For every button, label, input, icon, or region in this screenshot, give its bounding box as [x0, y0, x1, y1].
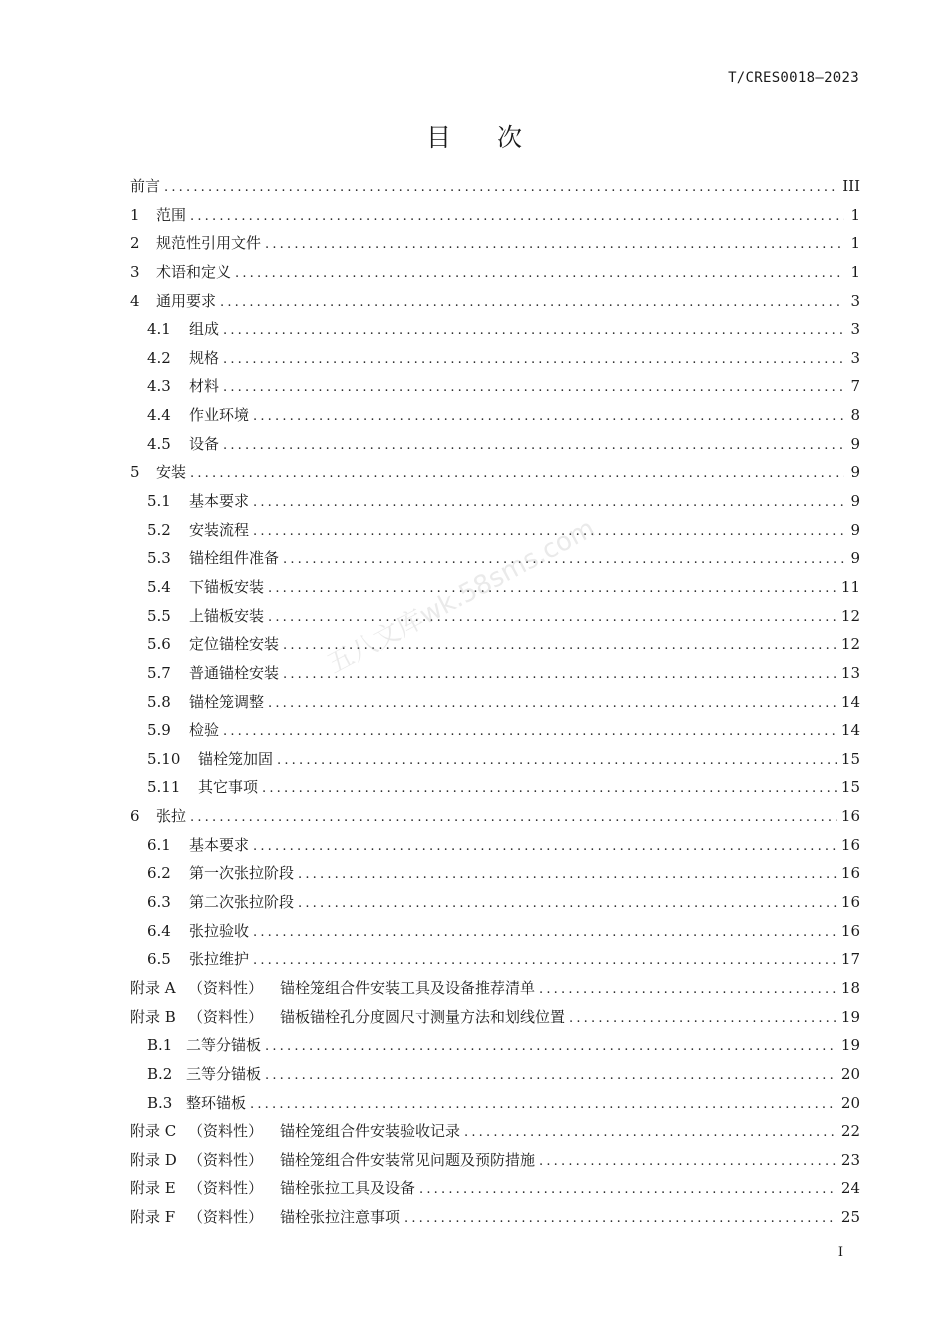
- toc-page: 16: [840, 807, 860, 826]
- toc-appendix-entry[interactable]: [130, 1003, 860, 1032]
- toc-label: 检验: [189, 721, 220, 740]
- toc-label: 上锚板安装: [189, 606, 265, 625]
- toc-number: 4.2: [147, 348, 171, 367]
- toc-entry-foreword[interactable]: [130, 172, 860, 201]
- toc-label: 安装流程: [189, 520, 250, 539]
- toc-number: B.2: [147, 1064, 173, 1083]
- toc-subentry[interactable]: [130, 401, 860, 430]
- page-number: I: [837, 1245, 843, 1260]
- toc-label: 组成: [189, 320, 220, 339]
- toc-subentry[interactable]: [130, 516, 860, 545]
- toc-page: 16: [840, 864, 860, 883]
- toc-page: 13: [840, 663, 860, 682]
- toc-page: 1: [850, 205, 860, 224]
- toc-page: 23: [840, 1150, 860, 1169]
- toc-number: 3: [130, 262, 140, 281]
- toc-number: 5.8: [147, 692, 171, 711]
- toc-label: 定位锚栓安装: [189, 635, 280, 654]
- toc-label: 第二次张拉阶段: [189, 893, 295, 912]
- toc-subentry[interactable]: [130, 315, 860, 344]
- toc-page: 20: [840, 1064, 860, 1083]
- toc-label: 通用要求: [156, 291, 217, 310]
- toc-page: 24: [840, 1179, 860, 1198]
- toc-label: 设备: [189, 434, 220, 453]
- toc-label: 锚栓笼加固: [198, 749, 274, 768]
- toc-number: B.1: [147, 1036, 173, 1055]
- document-code: T/CRES0018—2023: [728, 70, 859, 86]
- toc-label: 基本要求: [189, 492, 250, 511]
- toc-page: 11: [840, 577, 860, 596]
- toc-page: 3: [850, 348, 860, 367]
- toc-label: 锚栓笼组合件安装常见问题及预防措施: [280, 1150, 536, 1169]
- toc-subentry[interactable]: [130, 688, 860, 717]
- toc-subentry[interactable]: [130, 630, 860, 659]
- toc-appendix-number: 附录 C: [130, 1122, 177, 1141]
- toc-label: 作业环境: [189, 406, 250, 425]
- toc-page: 16: [840, 893, 860, 912]
- toc-label: 安装: [156, 463, 187, 482]
- toc-label: 规格: [189, 348, 220, 367]
- toc-page: 8: [850, 406, 860, 425]
- toc-entry[interactable]: [130, 287, 860, 316]
- toc-appendix-number: 附录 E: [130, 1179, 176, 1198]
- toc-subentry[interactable]: [130, 716, 860, 745]
- toc-page: 15: [840, 749, 860, 768]
- toc-appendix-number: 附录 F: [130, 1208, 176, 1227]
- toc-number: 4: [130, 291, 140, 310]
- toc-number: 5.2: [147, 520, 171, 539]
- toc-label: 锚栓张拉注意事项: [280, 1208, 401, 1227]
- toc-label: 基本要求: [189, 835, 250, 854]
- toc-subentry[interactable]: [130, 773, 860, 802]
- toc-entry[interactable]: [130, 258, 860, 287]
- toc-label: 锚栓笼调整: [189, 692, 265, 711]
- toc-number: 5.9: [147, 721, 171, 740]
- toc-page: 1: [850, 262, 860, 281]
- title-char-2: 次: [497, 123, 525, 152]
- toc-number: 5.3: [147, 549, 171, 568]
- toc-subentry[interactable]: [130, 659, 860, 688]
- toc-subentry[interactable]: [130, 1031, 860, 1060]
- toc-page: 9: [850, 463, 860, 482]
- toc-subentry[interactable]: [130, 945, 860, 974]
- toc-subentry[interactable]: [130, 602, 860, 631]
- toc-page: 17: [840, 950, 860, 969]
- toc-number: 4.5: [147, 434, 171, 453]
- toc-appendix-class: （资料性）: [188, 1122, 264, 1141]
- toc-label: 下锚板安装: [189, 577, 265, 596]
- toc-subentry[interactable]: [130, 888, 860, 917]
- toc-label: 锚板锚栓孔分度圆尺寸测量方法和划线位置: [280, 1007, 566, 1026]
- toc-page: 7: [850, 377, 860, 396]
- toc-appendix-entry[interactable]: [130, 974, 860, 1003]
- toc-appendix-number: 附录 B: [130, 1007, 176, 1026]
- toc-label: 整环锚板: [186, 1093, 247, 1112]
- toc-label: 锚栓笼组合件安装工具及设备推荐清单: [280, 978, 536, 997]
- toc-number: 5.6: [147, 635, 171, 654]
- toc-label: 锚栓组件准备: [189, 549, 280, 568]
- toc-entry[interactable]: [130, 201, 860, 230]
- toc-appendix-class: （资料性）: [188, 1179, 264, 1198]
- toc-appendix-number: 附录 A: [130, 978, 176, 997]
- toc-number: 5.5: [147, 606, 171, 625]
- toc-subentry[interactable]: [130, 344, 860, 373]
- toc-page: 18: [840, 978, 860, 997]
- toc-page: 16: [840, 835, 860, 854]
- toc-subentry[interactable]: [130, 831, 860, 860]
- toc-label: 二等分锚板: [186, 1036, 262, 1055]
- toc-subentry[interactable]: [130, 745, 860, 774]
- toc-number: 5.7: [147, 663, 171, 682]
- toc-page: 9: [850, 492, 860, 511]
- toc-page: 9: [850, 549, 860, 568]
- toc-number: 6.2: [147, 864, 171, 883]
- toc-page: 20: [840, 1093, 860, 1112]
- toc-label: 前言: [130, 177, 161, 195]
- toc-label: 规范性引用文件: [156, 234, 262, 253]
- toc-number: 6.4: [147, 921, 171, 940]
- toc-subentry[interactable]: [130, 487, 860, 516]
- toc-appendix-class: （资料性）: [188, 1007, 264, 1026]
- toc-number: B.3: [147, 1093, 173, 1112]
- toc-label: 术语和定义: [156, 262, 232, 281]
- toc-label: 三等分锚板: [186, 1064, 262, 1083]
- toc-page: 9: [850, 434, 860, 453]
- toc-number: 2: [130, 234, 140, 253]
- toc-number: 4.1: [147, 320, 171, 339]
- toc-label: 张拉验收: [189, 921, 250, 940]
- toc-page: 3: [850, 320, 860, 339]
- toc-number: 5.10: [147, 749, 181, 768]
- toc-label: 锚栓笼组合件安装验收记录: [280, 1122, 461, 1141]
- toc-label: 普通锚栓安装: [189, 663, 280, 682]
- toc-number: 5: [130, 463, 140, 482]
- toc-appendix-entry[interactable]: [130, 1117, 860, 1146]
- toc-number: 1: [130, 205, 140, 224]
- toc-page: 3: [850, 291, 860, 310]
- toc-appendix-entry[interactable]: [130, 1203, 860, 1232]
- toc-number: 6.5: [147, 950, 171, 969]
- toc-number: 6.3: [147, 893, 171, 912]
- toc-number: 4.4: [147, 406, 171, 425]
- page-title: [0, 118, 950, 154]
- toc-appendix-entry[interactable]: [130, 1146, 860, 1175]
- toc-appendix-number: 附录 D: [130, 1150, 177, 1169]
- toc-page: 15: [840, 778, 860, 797]
- toc-number: 5.4: [147, 577, 171, 596]
- toc-page: 19: [840, 1036, 860, 1055]
- toc-page: 14: [840, 692, 860, 711]
- toc-subentry[interactable]: [130, 1060, 860, 1089]
- toc-appendix-class: （资料性）: [188, 978, 264, 997]
- toc-number: 5.11: [147, 778, 181, 797]
- toc-appendix-class: （资料性）: [188, 1208, 264, 1227]
- toc-page: 12: [840, 606, 860, 625]
- table-of-contents: [130, 172, 860, 1232]
- toc-page: 16: [840, 921, 860, 940]
- toc-subentry[interactable]: [130, 1089, 860, 1118]
- toc-label: 锚栓张拉工具及设备: [280, 1179, 416, 1198]
- toc-label: 张拉: [156, 807, 187, 826]
- toc-page: III: [842, 177, 860, 195]
- toc-entry[interactable]: [130, 458, 860, 487]
- toc-page: 22: [840, 1122, 860, 1141]
- toc-number: 6: [130, 807, 140, 826]
- toc-page: 25: [840, 1208, 860, 1227]
- toc-label: 其它事项: [198, 778, 259, 797]
- toc-appendix-class: （资料性）: [188, 1150, 264, 1169]
- toc-label: 第一次张拉阶段: [189, 864, 295, 883]
- toc-subentry[interactable]: [130, 859, 860, 888]
- toc-page: 12: [840, 635, 860, 654]
- toc-page: 14: [840, 721, 860, 740]
- toc-label: 张拉维护: [189, 950, 250, 969]
- title-char-1: 目: [425, 123, 453, 152]
- toc-page: 9: [850, 520, 860, 539]
- toc-subentry[interactable]: [130, 372, 860, 401]
- toc-subentry[interactable]: [130, 430, 860, 459]
- toc-entry[interactable]: [130, 229, 860, 258]
- toc-page: 1: [850, 234, 860, 253]
- watermark: 五八文库wk.58sms.com: [322, 513, 600, 680]
- toc-label: 材料: [189, 377, 220, 396]
- toc-number: 6.1: [147, 835, 171, 854]
- toc-label: 范围: [156, 205, 187, 224]
- toc-page: 19: [840, 1007, 860, 1026]
- toc-number: 4.3: [147, 377, 171, 396]
- toc-number: 5.1: [147, 492, 171, 511]
- toc-entry[interactable]: [130, 802, 860, 831]
- toc-appendix-entry[interactable]: [130, 1174, 860, 1203]
- toc-subentry[interactable]: [130, 917, 860, 946]
